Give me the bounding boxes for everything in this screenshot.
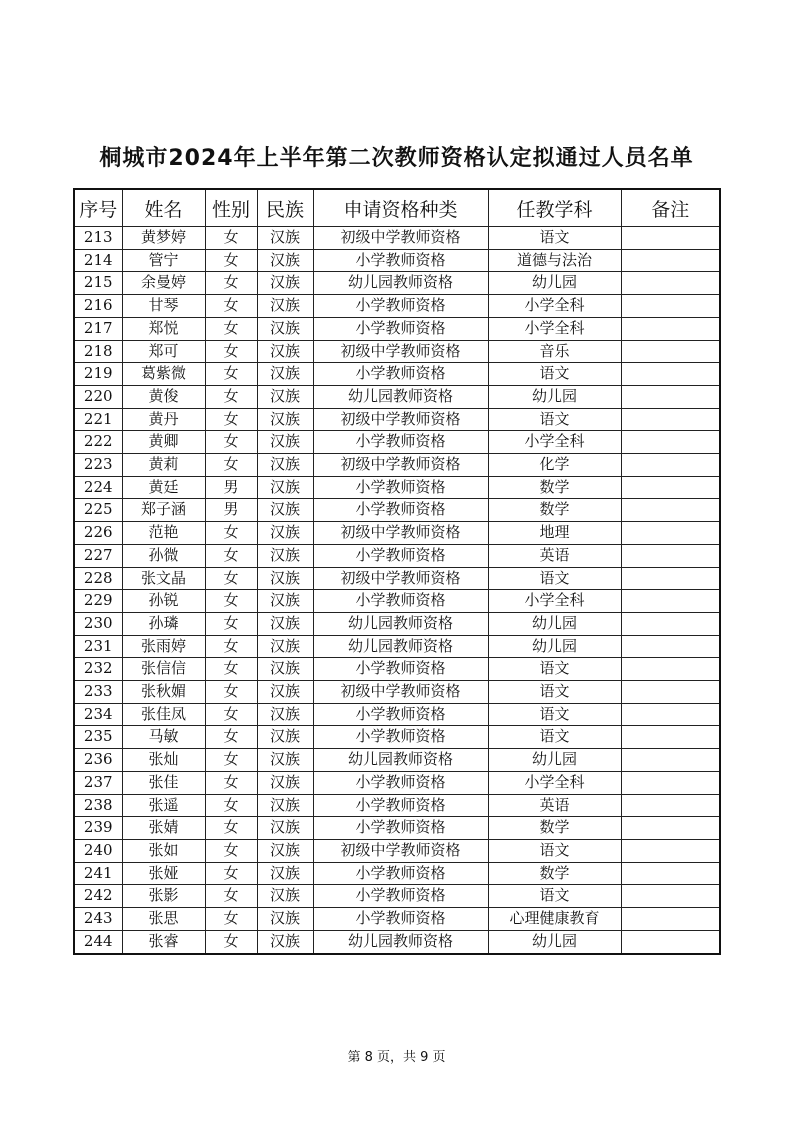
serial-cell: 227: [74, 544, 122, 567]
qualification-type-cell: 小学教师资格: [313, 771, 488, 794]
remarks-cell: [621, 317, 720, 340]
name-cell: 黄莉: [122, 454, 205, 477]
gender-cell: 女: [205, 908, 257, 931]
remarks-cell: [621, 295, 720, 318]
teaching-subject-cell: 语文: [488, 227, 621, 250]
qualification-type-cell: 小学教师资格: [313, 908, 488, 931]
serial-cell: 244: [74, 930, 122, 953]
ethnicity-cell: 汉族: [257, 408, 313, 431]
gender-cell: 女: [205, 862, 257, 885]
header-name: 姓名: [122, 189, 205, 227]
table-row: [74, 839, 720, 862]
qualification-type-cell: 初级中学教师资格: [313, 408, 488, 431]
remarks-cell: [621, 385, 720, 408]
remarks-cell: [621, 431, 720, 454]
name-cell: 余曼婷: [122, 272, 205, 295]
ethnicity-cell: 汉族: [257, 295, 313, 318]
table-row: [74, 340, 720, 363]
serial-cell: 235: [74, 726, 122, 749]
name-cell: 张遥: [122, 794, 205, 817]
document-title: 桐城市2024年上半年第二次教师资格认定拟通过人员名单: [99, 146, 694, 171]
teaching-subject-cell: 小学全科: [488, 771, 621, 794]
table-row: [74, 703, 720, 726]
table-row: [74, 749, 720, 772]
ethnicity-cell: 汉族: [257, 363, 313, 386]
serial-cell: 226: [74, 522, 122, 545]
name-cell: 黄丹: [122, 408, 205, 431]
teaching-subject-cell: 语文: [488, 658, 621, 681]
teaching-subject-cell: 幼儿园: [488, 930, 621, 953]
table-row: [74, 726, 720, 749]
name-cell: 张灿: [122, 749, 205, 772]
name-cell: 黄俊: [122, 385, 205, 408]
table-row: [74, 817, 720, 840]
name-cell: 孙璘: [122, 612, 205, 635]
qualification-type-cell: 初级中学教师资格: [313, 227, 488, 250]
qualification-type-cell: 小学教师资格: [313, 703, 488, 726]
gender-cell: 女: [205, 839, 257, 862]
table-header: [74, 189, 720, 227]
name-cell: 郑可: [122, 340, 205, 363]
name-cell: 张信信: [122, 658, 205, 681]
table-row: [74, 385, 720, 408]
remarks-cell: [621, 771, 720, 794]
ethnicity-cell: 汉族: [257, 612, 313, 635]
serial-cell: 242: [74, 885, 122, 908]
header-qualification-type: 申请资格种类: [313, 189, 488, 227]
ethnicity-cell: 汉族: [257, 703, 313, 726]
serial-cell: 219: [74, 363, 122, 386]
remarks-cell: [621, 862, 720, 885]
table-row: [74, 567, 720, 590]
remarks-cell: [621, 839, 720, 862]
gender-cell: 女: [205, 817, 257, 840]
header-row: [74, 189, 720, 227]
gender-cell: 女: [205, 522, 257, 545]
gender-cell: 女: [205, 726, 257, 749]
ethnicity-cell: 汉族: [257, 681, 313, 704]
ethnicity-cell: 汉族: [257, 476, 313, 499]
header-ethnicity: 民族: [257, 189, 313, 227]
serial-cell: 222: [74, 431, 122, 454]
table-row: [74, 681, 720, 704]
serial-cell: 228: [74, 567, 122, 590]
name-cell: 孙微: [122, 544, 205, 567]
ethnicity-cell: 汉族: [257, 908, 313, 931]
header-serial: 序号: [74, 189, 122, 227]
serial-cell: 234: [74, 703, 122, 726]
table-row: [74, 658, 720, 681]
ethnicity-cell: 汉族: [257, 272, 313, 295]
remarks-cell: [621, 544, 720, 567]
name-cell: 张如: [122, 839, 205, 862]
qualification-type-cell: 小学教师资格: [313, 817, 488, 840]
gender-cell: 女: [205, 703, 257, 726]
serial-cell: 213: [74, 227, 122, 250]
serial-cell: 233: [74, 681, 122, 704]
serial-cell: 229: [74, 590, 122, 613]
roster-table: [73, 188, 721, 955]
serial-cell: 224: [74, 476, 122, 499]
teaching-subject-cell: 语文: [488, 726, 621, 749]
ethnicity-cell: 汉族: [257, 249, 313, 272]
gender-cell: 女: [205, 794, 257, 817]
serial-cell: 240: [74, 839, 122, 862]
teaching-subject-cell: 数学: [488, 817, 621, 840]
serial-cell: 243: [74, 908, 122, 931]
remarks-cell: [621, 249, 720, 272]
gender-cell: 女: [205, 885, 257, 908]
table-row: [74, 454, 720, 477]
name-cell: 张睿: [122, 930, 205, 953]
name-cell: 郑子涵: [122, 499, 205, 522]
qualification-type-cell: 初级中学教师资格: [313, 567, 488, 590]
serial-cell: 241: [74, 862, 122, 885]
table-row: [74, 363, 720, 386]
ethnicity-cell: 汉族: [257, 227, 313, 250]
table-row: [74, 295, 720, 318]
remarks-cell: [621, 522, 720, 545]
teaching-subject-cell: 幼儿园: [488, 612, 621, 635]
table-row: [74, 249, 720, 272]
serial-cell: 230: [74, 612, 122, 635]
header-gender: 性别: [205, 189, 257, 227]
teaching-subject-cell: 小学全科: [488, 295, 621, 318]
ethnicity-cell: 汉族: [257, 317, 313, 340]
remarks-cell: [621, 590, 720, 613]
teaching-subject-cell: 语文: [488, 408, 621, 431]
gender-cell: 女: [205, 317, 257, 340]
name-cell: 张雨婷: [122, 635, 205, 658]
serial-cell: 237: [74, 771, 122, 794]
name-cell: 范艳: [122, 522, 205, 545]
gender-cell: 女: [205, 295, 257, 318]
table-row: [74, 431, 720, 454]
ethnicity-cell: 汉族: [257, 522, 313, 545]
qualification-type-cell: 小学教师资格: [313, 885, 488, 908]
remarks-cell: [621, 885, 720, 908]
remarks-cell: [621, 635, 720, 658]
teaching-subject-cell: 化学: [488, 454, 621, 477]
remarks-cell: [621, 272, 720, 295]
qualification-type-cell: 幼儿园教师资格: [313, 612, 488, 635]
name-cell: 黄卿: [122, 431, 205, 454]
teaching-subject-cell: 英语: [488, 544, 621, 567]
name-cell: 黄梦婷: [122, 227, 205, 250]
gender-cell: 女: [205, 227, 257, 250]
qualification-type-cell: 幼儿园教师资格: [313, 749, 488, 772]
ethnicity-cell: 汉族: [257, 726, 313, 749]
qualification-type-cell: 初级中学教师资格: [313, 839, 488, 862]
ethnicity-cell: 汉族: [257, 771, 313, 794]
serial-cell: 236: [74, 749, 122, 772]
teaching-subject-cell: 语文: [488, 567, 621, 590]
remarks-cell: [621, 794, 720, 817]
name-cell: 葛紫微: [122, 363, 205, 386]
ethnicity-cell: 汉族: [257, 499, 313, 522]
serial-cell: 238: [74, 794, 122, 817]
ethnicity-cell: 汉族: [257, 749, 313, 772]
gender-cell: 女: [205, 272, 257, 295]
qualification-type-cell: 初级中学教师资格: [313, 454, 488, 477]
qualification-type-cell: 小学教师资格: [313, 544, 488, 567]
serial-cell: 216: [74, 295, 122, 318]
ethnicity-cell: 汉族: [257, 340, 313, 363]
table-row: [74, 885, 720, 908]
ethnicity-cell: 汉族: [257, 794, 313, 817]
teaching-subject-cell: 地理: [488, 522, 621, 545]
ethnicity-cell: 汉族: [257, 930, 313, 953]
ethnicity-cell: 汉族: [257, 431, 313, 454]
qualification-type-cell: 初级中学教师资格: [313, 681, 488, 704]
qualification-type-cell: 幼儿园教师资格: [313, 385, 488, 408]
remarks-cell: [621, 703, 720, 726]
remarks-cell: [621, 612, 720, 635]
remarks-cell: [621, 726, 720, 749]
gender-cell: 女: [205, 658, 257, 681]
table-row: [74, 862, 720, 885]
teaching-subject-cell: 语文: [488, 885, 621, 908]
ethnicity-cell: 汉族: [257, 454, 313, 477]
table-row: [74, 930, 720, 953]
teaching-subject-cell: 语文: [488, 703, 621, 726]
qualification-type-cell: 小学教师资格: [313, 499, 488, 522]
ethnicity-cell: 汉族: [257, 817, 313, 840]
ethnicity-cell: 汉族: [257, 635, 313, 658]
teaching-subject-cell: 小学全科: [488, 590, 621, 613]
remarks-cell: [621, 408, 720, 431]
serial-cell: 214: [74, 249, 122, 272]
table-row: [74, 794, 720, 817]
name-cell: 张思: [122, 908, 205, 931]
table-row: [74, 771, 720, 794]
table-row: [74, 227, 720, 250]
teaching-subject-cell: 幼儿园: [488, 635, 621, 658]
page-number: 第 8 页，共 9 页: [347, 1050, 446, 1065]
gender-cell: 女: [205, 408, 257, 431]
name-cell: 郑悦: [122, 317, 205, 340]
serial-cell: 232: [74, 658, 122, 681]
teaching-subject-cell: 英语: [488, 794, 621, 817]
qualification-type-cell: 小学教师资格: [313, 317, 488, 340]
remarks-cell: [621, 681, 720, 704]
name-cell: 马敏: [122, 726, 205, 749]
name-cell: 张秋媚: [122, 681, 205, 704]
table-row: [74, 612, 720, 635]
name-cell: 甘琴: [122, 295, 205, 318]
qualification-type-cell: 小学教师资格: [313, 431, 488, 454]
name-cell: 孙锐: [122, 590, 205, 613]
table-row: [74, 522, 720, 545]
gender-cell: 女: [205, 930, 257, 953]
qualification-type-cell: 幼儿园教师资格: [313, 635, 488, 658]
ethnicity-cell: 汉族: [257, 590, 313, 613]
gender-cell: 女: [205, 454, 257, 477]
header-teaching-subject: 任教学科: [488, 189, 621, 227]
remarks-cell: [621, 930, 720, 953]
table-row: [74, 499, 720, 522]
name-cell: 张婧: [122, 817, 205, 840]
teaching-subject-cell: 语文: [488, 363, 621, 386]
qualification-type-cell: 小学教师资格: [313, 726, 488, 749]
remarks-cell: [621, 817, 720, 840]
serial-cell: 218: [74, 340, 122, 363]
teaching-subject-cell: 数学: [488, 476, 621, 499]
table-row: [74, 317, 720, 340]
teaching-subject-cell: 幼儿园: [488, 385, 621, 408]
gender-cell: 女: [205, 749, 257, 772]
name-cell: 张娅: [122, 862, 205, 885]
gender-cell: 女: [205, 567, 257, 590]
serial-cell: 223: [74, 454, 122, 477]
remarks-cell: [621, 340, 720, 363]
name-cell: 张文晶: [122, 567, 205, 590]
remarks-cell: [621, 658, 720, 681]
qualification-type-cell: 小学教师资格: [313, 590, 488, 613]
remarks-cell: [621, 454, 720, 477]
teaching-subject-cell: 数学: [488, 499, 621, 522]
ethnicity-cell: 汉族: [257, 567, 313, 590]
teaching-subject-cell: 幼儿园: [488, 749, 621, 772]
serial-cell: 231: [74, 635, 122, 658]
qualification-type-cell: 小学教师资格: [313, 249, 488, 272]
table-row: [74, 544, 720, 567]
remarks-cell: [621, 749, 720, 772]
table-body: [74, 227, 720, 954]
serial-cell: 220: [74, 385, 122, 408]
teaching-subject-cell: 道德与法治: [488, 249, 621, 272]
table-row: [74, 408, 720, 431]
serial-cell: 239: [74, 817, 122, 840]
remarks-cell: [621, 567, 720, 590]
ethnicity-cell: 汉族: [257, 839, 313, 862]
ethnicity-cell: 汉族: [257, 885, 313, 908]
gender-cell: 女: [205, 385, 257, 408]
remarks-cell: [621, 908, 720, 931]
remarks-cell: [621, 476, 720, 499]
gender-cell: 女: [205, 771, 257, 794]
qualification-type-cell: 小学教师资格: [313, 476, 488, 499]
name-cell: 黄廷: [122, 476, 205, 499]
serial-cell: 217: [74, 317, 122, 340]
name-cell: 张佳: [122, 771, 205, 794]
teaching-subject-cell: 小学全科: [488, 431, 621, 454]
teaching-subject-cell: 音乐: [488, 340, 621, 363]
qualification-type-cell: 初级中学教师资格: [313, 522, 488, 545]
gender-cell: 女: [205, 340, 257, 363]
remarks-cell: [621, 499, 720, 522]
gender-cell: 女: [205, 249, 257, 272]
qualification-type-cell: 幼儿园教师资格: [313, 272, 488, 295]
header-remarks: 备注: [621, 189, 720, 227]
teaching-subject-cell: 幼儿园: [488, 272, 621, 295]
ethnicity-cell: 汉族: [257, 544, 313, 567]
qualification-type-cell: 小学教师资格: [313, 295, 488, 318]
ethnicity-cell: 汉族: [257, 862, 313, 885]
gender-cell: 男: [205, 476, 257, 499]
gender-cell: 女: [205, 635, 257, 658]
name-cell: 张佳凤: [122, 703, 205, 726]
table-row: [74, 590, 720, 613]
gender-cell: 女: [205, 681, 257, 704]
table-row: [74, 272, 720, 295]
ethnicity-cell: 汉族: [257, 385, 313, 408]
remarks-cell: [621, 227, 720, 250]
qualification-type-cell: 小学教师资格: [313, 658, 488, 681]
serial-cell: 225: [74, 499, 122, 522]
qualification-type-cell: 幼儿园教师资格: [313, 930, 488, 953]
ethnicity-cell: 汉族: [257, 658, 313, 681]
gender-cell: 女: [205, 544, 257, 567]
qualification-type-cell: 小学教师资格: [313, 794, 488, 817]
qualification-type-cell: 初级中学教师资格: [313, 340, 488, 363]
gender-cell: 女: [205, 363, 257, 386]
name-cell: 张影: [122, 885, 205, 908]
gender-cell: 女: [205, 431, 257, 454]
name-cell: 管宁: [122, 249, 205, 272]
teaching-subject-cell: 小学全科: [488, 317, 621, 340]
teaching-subject-cell: 数学: [488, 862, 621, 885]
teaching-subject-cell: 心理健康教育: [488, 908, 621, 931]
remarks-cell: [621, 363, 720, 386]
serial-cell: 221: [74, 408, 122, 431]
teaching-subject-cell: 语文: [488, 681, 621, 704]
table-row: [74, 635, 720, 658]
qualification-type-cell: 小学教师资格: [313, 862, 488, 885]
table-row: [74, 908, 720, 931]
table-row: [74, 476, 720, 499]
qualification-type-cell: 小学教师资格: [313, 363, 488, 386]
teaching-subject-cell: 语文: [488, 839, 621, 862]
serial-cell: 215: [74, 272, 122, 295]
gender-cell: 男: [205, 499, 257, 522]
gender-cell: 女: [205, 590, 257, 613]
gender-cell: 女: [205, 612, 257, 635]
